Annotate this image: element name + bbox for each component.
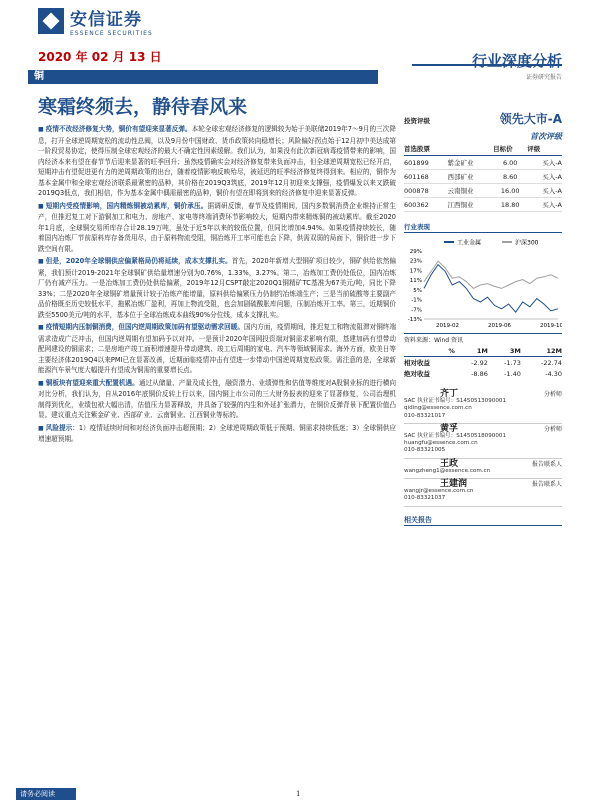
analyst-role: 报告联系人 bbox=[531, 460, 562, 468]
analyst-card bbox=[404, 389, 562, 424]
square-bullet-icon: ■ bbox=[38, 126, 44, 133]
perf-value: -1.40 bbox=[504, 369, 521, 378]
analyst-name: 王建润 bbox=[440, 479, 468, 490]
perf-label: 相对收益 bbox=[404, 359, 430, 367]
brand-name-cn: 安信证券 bbox=[70, 10, 142, 30]
stock-target: 6.00 bbox=[493, 156, 527, 170]
y-tick-label: 5% bbox=[413, 287, 422, 294]
series-line bbox=[424, 265, 558, 313]
perf-label: 绝对收益 bbox=[404, 370, 430, 378]
brand-name-en: ESSENCE SECURITIES bbox=[70, 30, 153, 37]
square-bullet-icon: ■ bbox=[38, 258, 44, 265]
paragraph bbox=[38, 378, 396, 421]
perf-value: -22.74 bbox=[541, 358, 562, 367]
report-date: 2020 年 02 月 13 日 bbox=[38, 50, 162, 64]
rating-label: 投资评级 bbox=[404, 117, 430, 125]
stock-col-rating: 评级 bbox=[527, 142, 562, 156]
table-row bbox=[404, 198, 562, 212]
legend-label: 工业金属 bbox=[457, 239, 482, 247]
stock-rating: 买入-A bbox=[527, 170, 562, 184]
analyst-card bbox=[404, 479, 562, 507]
table-row bbox=[404, 368, 562, 379]
paragraph-lead: 但是，2020年全球铜供应偏紧格局仍将延续，成本支撑扎实。 bbox=[45, 257, 232, 265]
y-tick-label: -7% bbox=[411, 307, 422, 314]
stock-rating: 买入-A bbox=[527, 184, 562, 198]
y-tick-label: 11% bbox=[409, 278, 422, 285]
stock-rating: 买入-A bbox=[527, 198, 562, 212]
paragraph-body: 国内方面，疫情期间，推迟复工和物流阻滞对铜终端需求造成广泛冲击，但国内逆周期有望加码予以对冲。一是预计2020年国网投资端对铜需求影响有限，基建加码有望带动配网建设的铜需求；二是房地产竣工面积增速提升带动建筑、竣工后周期的家电、汽车等领域铜需求。海外方面，欧美日等主要经济体2019Q4以来PMI已在显著改善，近期面临疫情冲击有望进一步带动中国逆周期宽松政策。需注意的是，全球新能源汽车景气度大幅提升有望成为铜需的重要增长点。 bbox=[38, 323, 397, 374]
chart-title: 行业表现 bbox=[404, 222, 562, 233]
analyst-name: 黄孚 bbox=[440, 423, 459, 434]
industry-performance-chart bbox=[404, 237, 562, 329]
footer bbox=[0, 786, 600, 800]
stock-code: 600362 bbox=[404, 198, 448, 212]
paragraph-body: 通过从储量、产量及成长性，融资潜力、业绩弹性和估值等维度对A股铜业标的进行横向对比分析，我们认为，自从2016年底铜价反转上行以来，国内铜上市公司的三大财务报表的迎来了显著修复，公司治理机制得到优化，业绩包袱大幅出清，估值压力显著释放，并具备了较强的内生和外延扩张潜力，在铜价反弹背景下配置价值凸显。建议重点关注紫金矿业、西部矿业、云南铜业、江西铜业等标的。 bbox=[38, 378, 397, 419]
analyst-contact: SAC 执业证书编号：S1450518090001 bbox=[404, 433, 507, 440]
perf-col-0: % bbox=[404, 346, 455, 357]
perf-col-2: 3M bbox=[488, 346, 521, 357]
stock-table bbox=[404, 142, 562, 212]
paragraph bbox=[38, 322, 396, 376]
report-type: 行业深度分析 bbox=[471, 52, 562, 70]
paragraph-body: 首先，2020年新增大型铜矿项目较少，铜矿供给依然偏紧，我们预计2019-2021年全球铜矿供给量增速分别为0.76%，1.33%，3.27%。第二，冶炼加工费仍处低位，国内冶炼厂仍有减产压力。一是冶炼加工费仍处供给偏紧，2019年12月CSPT敲定2020Q1铜精矿TC基准为67美元/吨，同比下降33%；二是2020年全球铜矿增量预计较于冶炼产能增量，原料供给偏紧压力仍制约冶炼端生产；三是当前硫酸等主要副产品价格既至历史较低水平，拖累冶炼厂盈利，再加上物流受阻，也会加剧硫酸胀库问题，压制冶炼开工率。第三，近期铜价跌至5500美元/吨的水平，基本位于全球冶炼成本曲线90%分位线，成本支撑扎实。 bbox=[38, 257, 396, 319]
stock-col-target: 目标价 bbox=[493, 142, 527, 156]
x-tick-label: 2019-02 bbox=[436, 323, 459, 329]
paragraph bbox=[38, 124, 396, 199]
analyst-role: 分析师 bbox=[543, 391, 562, 398]
stock-name: 紫金矿业 bbox=[448, 156, 494, 170]
square-bullet-icon: ■ bbox=[38, 202, 44, 210]
stock-target: 16.00 bbox=[493, 184, 527, 198]
stock-rating: 买入-A bbox=[527, 156, 562, 170]
stock-name: 云南铜业 bbox=[448, 184, 494, 198]
stock-name: 江西铜业 bbox=[448, 198, 494, 212]
perf-col-1: 1M bbox=[455, 346, 488, 357]
analyst-contact: 010-83321037 bbox=[404, 495, 446, 502]
paragraph-body: 1）疫情延续时间和对经济负面冲击超预期；2）全球逆周期政策低于预期、铜需求持续低迷；3）全球铜供应增速超预期。 bbox=[38, 423, 396, 443]
table-row bbox=[404, 170, 562, 184]
legend-label: 沪深300 bbox=[515, 239, 539, 247]
paragraph-body: 本轮全球宏观经济修复的逻辑较为始于美联储2019年7～9月的三次降息，打开全球逆周期宽松的流动性总阀，以及9月份中国财政、货币政策转向稳增长；风险偏好拐点始于12月初中美达成第一阶段贸易协定，使得压制全球宏观经济的最大不确定性因素缓解。我们认为，如果没有此次新冠病毒疫情带来的影响，国内经济本来有望在春节节后迎来显著的旺季回升；虽然疫情确实会对经济修复带来负面冲击，但全球逆周期宽松已经开启，短期冲击有望促进更有力的逆周期政策的出台，随着疫情影响反映殆尽，被延迟的旺季经济修复终得到来。相应的，铜作为基本金属中和全球宏观经济联系最紧密的品种，其价格在2019Q3筑底，2019年12月初迎来支撑强，疫情爆发以来又跌破2019Q3低点，我们相信，作为基本金属中偶需最密的品种，铜价有望在即将到来的经济修复中迎来显著反弹。 bbox=[38, 125, 397, 197]
footer-tag: 请务必阅读 bbox=[16, 788, 76, 800]
stock-code: 601899 bbox=[404, 156, 448, 170]
analyst-card bbox=[404, 459, 562, 479]
performance-table bbox=[404, 346, 562, 379]
paragraph bbox=[38, 201, 396, 255]
perf-value: -2.92 bbox=[471, 358, 488, 367]
paragraph-lead: 短期内受疫情影响，国内精炼铜被动累库，铜价承压。 bbox=[45, 201, 208, 210]
analyst-contact: 010-83321017 bbox=[404, 412, 446, 419]
y-tick-label: -1% bbox=[411, 297, 422, 304]
table-row bbox=[404, 184, 562, 198]
analyst-name: 王政 bbox=[440, 458, 459, 469]
y-tick-label: 29% bbox=[409, 249, 422, 255]
report-subtitle: 证券研究报告 bbox=[525, 74, 562, 81]
chart-source: 资料来源：Wind 资讯 bbox=[404, 337, 463, 344]
stock-target: 18.80 bbox=[493, 198, 527, 212]
logo-mark-icon bbox=[38, 8, 64, 34]
main-body bbox=[38, 124, 396, 447]
stock-code: 000878 bbox=[404, 184, 448, 198]
related-reports-title: 相关报告 bbox=[404, 515, 562, 526]
brand-logo bbox=[38, 4, 188, 38]
analyst-contact: wangjr@essence.com.cn bbox=[404, 488, 474, 495]
paragraph-lead: 疫情不改经济修复大势，铜价有望迎来显著反弹。 bbox=[45, 125, 192, 133]
analyst-contact: 010-83321005 bbox=[404, 447, 446, 454]
analyst-contact: huangfu@essence.com.cn bbox=[404, 440, 478, 447]
x-tick-label: 2019-10 bbox=[540, 323, 562, 329]
paragraph bbox=[38, 256, 396, 320]
analyst-contact: SAC 执业证书编号：S1450513090001 bbox=[404, 398, 507, 405]
chart-container bbox=[404, 237, 562, 334]
stock-table-title: 首选股票 bbox=[404, 142, 493, 156]
paragraph-lead: 疫情短期内压制铜消费，但国内逆周期政策加码有望驱动需求回暖。 bbox=[45, 323, 244, 331]
perf-col-3: 12M bbox=[521, 346, 562, 357]
table-row bbox=[404, 156, 562, 170]
rating-row bbox=[404, 110, 562, 127]
rating-value: 领先大市-A bbox=[499, 112, 562, 126]
table-row bbox=[404, 357, 562, 369]
sector-bar: 铜 bbox=[28, 70, 378, 84]
page-number: 1 bbox=[296, 790, 301, 798]
analyst-contact: qiding@essence.com.cn bbox=[404, 405, 472, 412]
sidebar bbox=[404, 110, 562, 526]
rating-note: 首次评级 bbox=[530, 132, 562, 141]
perf-value: -8.86 bbox=[471, 369, 488, 378]
stock-name: 西部矿业 bbox=[448, 170, 494, 184]
paragraph-lead: 风险提示： bbox=[45, 423, 79, 432]
stock-target: 8.60 bbox=[493, 170, 527, 184]
y-tick-label: -13% bbox=[407, 317, 422, 323]
paragraph-body: 据调研反馈，春节及疫情期间，国内多数铜消费企业维持正常生产，但推迟复工对下游铜加工和电力、房地产、家电等终端消费环节影响较大，短期内带来精炼铜的被动累库。截至2020年1月底，全球铜交易所库存合计28.19万吨，虽处于近5年以来的较低位置，但同比增加4.94%。如果疫情持续较长，随着国内冶炼厂节前原料库存备货用尽，由于原料物流受阻，铜冶炼开工率可能也会下降，供需双弱的局面下，铜价进一步下跌空间有限。 bbox=[38, 201, 397, 253]
analyst-role: 分析师 bbox=[543, 425, 562, 433]
headline: 寒霜终须去，静待春风来 bbox=[38, 96, 248, 118]
square-bullet-icon: ■ bbox=[38, 424, 44, 432]
stock-code: 601168 bbox=[404, 170, 448, 184]
y-tick-label: 23% bbox=[409, 258, 422, 265]
perf-header-row bbox=[404, 346, 562, 357]
analyst-name: 齐丁 bbox=[440, 389, 459, 399]
paragraph-lead: 铜板块有望迎来重大配置机遇。 bbox=[45, 378, 139, 387]
perf-value: -1.73 bbox=[504, 358, 521, 367]
x-tick-label: 2019-06 bbox=[488, 323, 511, 329]
square-bullet-icon: ■ bbox=[38, 379, 44, 387]
y-tick-label: 17% bbox=[409, 268, 422, 275]
square-bullet-icon: ■ bbox=[38, 324, 44, 331]
analyst-contact: wangzheng1@essence.com.cn bbox=[404, 467, 491, 474]
perf-value: -4.30 bbox=[545, 369, 562, 378]
analyst-list bbox=[404, 389, 562, 507]
analyst-role: 报告联系人 bbox=[531, 481, 562, 489]
series-line bbox=[424, 261, 558, 288]
analyst-card bbox=[404, 424, 562, 459]
stock-table-header bbox=[404, 142, 562, 156]
paragraph bbox=[38, 423, 396, 445]
